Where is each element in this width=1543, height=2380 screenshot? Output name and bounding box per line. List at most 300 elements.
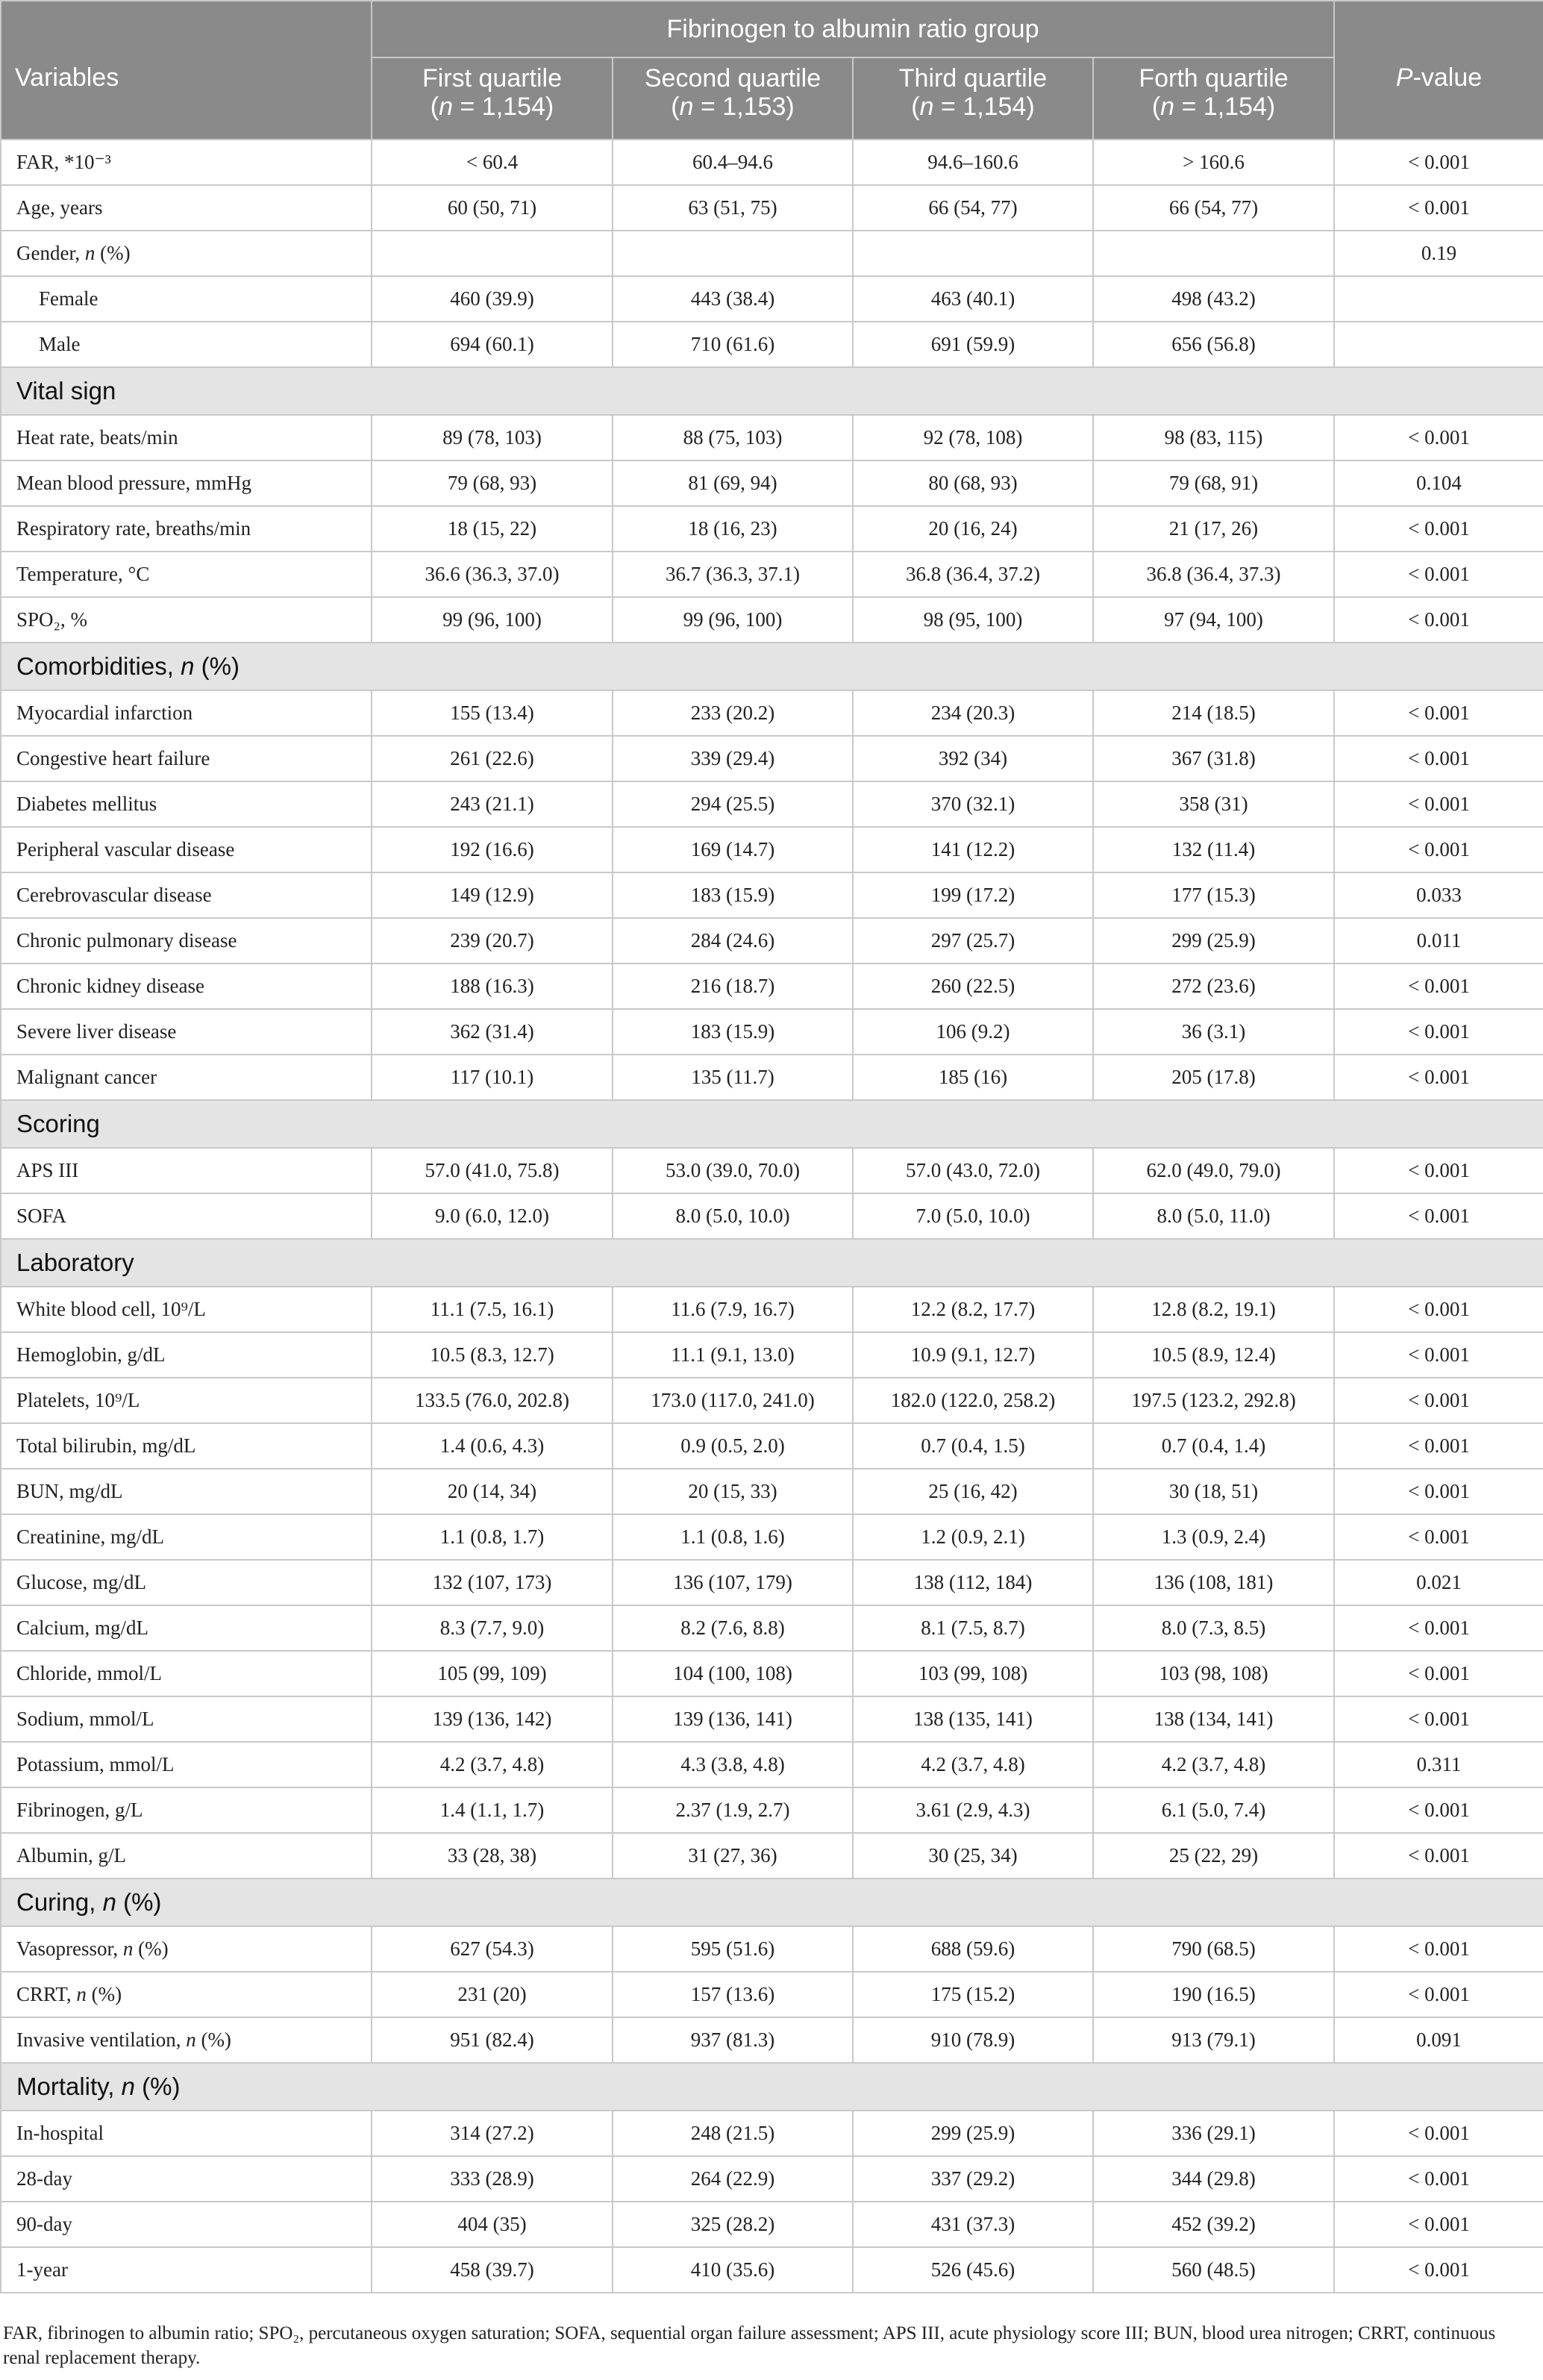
cell-quartile-4: 358 (31) bbox=[1093, 781, 1334, 827]
cell-quartile-1: 231 (20) bbox=[372, 1972, 613, 2017]
cell-quartile-4: 205 (17.8) bbox=[1093, 1055, 1334, 1100]
cell-p-value: < 0.001 bbox=[1334, 597, 1543, 643]
cell-quartile-2: 11.1 (9.1, 13.0) bbox=[613, 1332, 853, 1378]
section-label: Vital sign bbox=[1, 367, 1543, 415]
cell-quartile-4: 656 (56.8) bbox=[1093, 322, 1334, 367]
cell-p-value: < 0.001 bbox=[1334, 827, 1543, 872]
row-label: Glucose, mg/dL bbox=[1, 1560, 372, 1605]
cell-quartile-2: 81 (69, 94) bbox=[613, 460, 853, 506]
header-quartile-n: (n = 1,154) bbox=[430, 93, 554, 121]
row-label: APS III bbox=[1, 1148, 372, 1193]
cell-quartile-1: 458 (39.7) bbox=[372, 2247, 613, 2293]
cell-quartile-1: 79 (68, 93) bbox=[372, 460, 613, 506]
cell-quartile-1: 155 (13.4) bbox=[372, 690, 613, 736]
section-label: Curing, n (%) bbox=[1, 1878, 1543, 1926]
cell-quartile-3: 20 (16, 24) bbox=[853, 506, 1093, 552]
header-quartile-2 bbox=[613, 57, 853, 140]
cell-p-value: < 0.001 bbox=[1334, 1469, 1543, 1514]
cell-p-value: < 0.001 bbox=[1334, 1193, 1543, 1239]
table-row bbox=[1, 1696, 1543, 1742]
cell-quartile-1: 89 (78, 103) bbox=[372, 415, 613, 460]
cell-quartile-2: 2.37 (1.9, 2.7) bbox=[613, 1787, 853, 1833]
table-row bbox=[1, 597, 1543, 643]
cell-quartile-3: 185 (16) bbox=[853, 1055, 1093, 1100]
table-row bbox=[1, 1378, 1543, 1423]
table-row bbox=[1, 1742, 1543, 1787]
row-label: Heat rate, beats/min bbox=[1, 415, 372, 460]
header-quartile-name: Third quartile bbox=[898, 64, 1048, 93]
cell-quartile-3: 10.9 (9.1, 12.7) bbox=[853, 1332, 1093, 1378]
cell-quartile-4: 25 (22, 29) bbox=[1093, 1833, 1334, 1878]
table-row bbox=[1, 872, 1543, 918]
cell-quartile-3: 98 (95, 100) bbox=[853, 597, 1093, 643]
cell-p-value: 0.011 bbox=[1334, 918, 1543, 963]
table-row bbox=[1, 1833, 1543, 1878]
cell-quartile-1: 57.0 (41.0, 75.8) bbox=[372, 1148, 613, 1193]
row-label: Sodium, mmol/L bbox=[1, 1696, 372, 1742]
cell-quartile-3: 106 (9.2) bbox=[853, 1009, 1093, 1055]
cell-quartile-4: 344 (29.8) bbox=[1093, 2156, 1334, 2202]
cell-quartile-2: 157 (13.6) bbox=[613, 1972, 853, 2017]
cell-quartile-3: 431 (37.3) bbox=[853, 2202, 1093, 2247]
cell-quartile-4: 97 (94, 100) bbox=[1093, 597, 1334, 643]
header-quartile-3 bbox=[853, 57, 1093, 140]
row-label: Chronic kidney disease bbox=[1, 963, 372, 1009]
table-row bbox=[1, 2017, 1543, 2063]
cell-quartile-4: 132 (11.4) bbox=[1093, 827, 1334, 872]
cell-quartile-3: 57.0 (43.0, 72.0) bbox=[853, 1148, 1093, 1193]
header-quartile-name: Forth quartile bbox=[1139, 64, 1289, 93]
cell-quartile-3: 370 (32.1) bbox=[853, 781, 1093, 827]
cell-quartile-2: 937 (81.3) bbox=[613, 2017, 853, 2063]
table-row bbox=[1, 140, 1543, 185]
cell-quartile-1: 133.5 (76.0, 202.8) bbox=[372, 1378, 613, 1423]
cell-quartile-3: 92 (78, 108) bbox=[853, 415, 1093, 460]
cell-quartile-4: 452 (39.2) bbox=[1093, 2202, 1334, 2247]
cell-quartile-3: 7.0 (5.0, 10.0) bbox=[853, 1193, 1093, 1239]
cell-quartile-1: 1.4 (0.6, 4.3) bbox=[372, 1423, 613, 1469]
table-row bbox=[1, 460, 1543, 506]
row-label: Total bilirubin, mg/dL bbox=[1, 1423, 372, 1469]
section-label: Comorbidities, n (%) bbox=[1, 643, 1543, 690]
cell-quartile-3: 94.6–160.6 bbox=[853, 140, 1093, 185]
row-label: Malignant cancer bbox=[1, 1055, 372, 1100]
cell-p-value: < 0.001 bbox=[1334, 1972, 1543, 2017]
cell-p-value: < 0.001 bbox=[1334, 552, 1543, 597]
table-footnote: FAR, fibrinogen to albumin ratio; SPO₂, percutaneous oxygen saturation; SOFA, sequential organ failure assessment; APS III, acute physiology score III; BUN, blood urea nitrogen; CRRT, continuous renal replacement therapy. bbox=[3, 2323, 1496, 2368]
cell-p-value: < 0.001 bbox=[1334, 1148, 1543, 1193]
cell-quartile-2: 169 (14.7) bbox=[613, 827, 853, 872]
cell-quartile-1: 694 (60.1) bbox=[372, 322, 613, 367]
header-quartile-4 bbox=[1093, 57, 1334, 140]
cell-quartile-2: 183 (15.9) bbox=[613, 1009, 853, 1055]
cell-p-value: 0.033 bbox=[1334, 872, 1543, 918]
table-row bbox=[1, 1287, 1543, 1332]
cell-quartile-4: > 160.6 bbox=[1093, 140, 1334, 185]
cell-quartile-1: 117 (10.1) bbox=[372, 1055, 613, 1100]
cell-quartile-3: 910 (78.9) bbox=[853, 2017, 1093, 2063]
cell-p-value: 0.311 bbox=[1334, 1742, 1543, 1787]
section-row bbox=[1, 643, 1543, 690]
cell-quartile-4: 790 (68.5) bbox=[1093, 1926, 1334, 1972]
section-row bbox=[1, 367, 1543, 415]
header-quartile-1 bbox=[372, 57, 613, 140]
cell-quartile-4: 6.1 (5.0, 7.4) bbox=[1093, 1787, 1334, 1833]
cell-p-value: < 0.001 bbox=[1334, 1696, 1543, 1742]
table-row bbox=[1, 1514, 1543, 1560]
cell-p-value: 0.091 bbox=[1334, 2017, 1543, 2063]
cell-quartile-1: 105 (99, 109) bbox=[372, 1651, 613, 1696]
cell-p-value: < 0.001 bbox=[1334, 415, 1543, 460]
cell-quartile-1: 99 (96, 100) bbox=[372, 597, 613, 643]
header-quartile-n: (n = 1,154) bbox=[911, 93, 1035, 121]
cell-quartile-4: 498 (43.2) bbox=[1093, 276, 1334, 322]
cell-quartile-1 bbox=[372, 231, 613, 276]
cell-p-value bbox=[1334, 276, 1543, 322]
cell-quartile-4: 103 (98, 108) bbox=[1093, 1651, 1334, 1696]
cell-p-value: < 0.001 bbox=[1334, 1423, 1543, 1469]
cell-quartile-2: 139 (136, 141) bbox=[613, 1696, 853, 1742]
cell-quartile-2: 136 (107, 179) bbox=[613, 1560, 853, 1605]
row-label: Chloride, mmol/L bbox=[1, 1651, 372, 1696]
cell-quartile-1: 33 (28, 38) bbox=[372, 1833, 613, 1878]
table-row bbox=[1, 1787, 1543, 1833]
cell-p-value: < 0.001 bbox=[1334, 1009, 1543, 1055]
table-row bbox=[1, 1926, 1543, 1972]
section-row bbox=[1, 1100, 1543, 1148]
row-label: Female bbox=[1, 276, 372, 322]
cell-quartile-4: 336 (29.1) bbox=[1093, 2111, 1334, 2156]
cell-quartile-2: 410 (35.6) bbox=[613, 2247, 853, 2293]
cell-p-value: < 0.001 bbox=[1334, 690, 1543, 736]
table-row bbox=[1, 322, 1543, 367]
cell-quartile-3: 297 (25.7) bbox=[853, 918, 1093, 963]
cell-quartile-3: 103 (99, 108) bbox=[853, 1651, 1093, 1696]
row-label: Temperature, °C bbox=[1, 552, 372, 597]
cell-quartile-3: 0.7 (0.4, 1.5) bbox=[853, 1423, 1093, 1469]
cell-quartile-2: 31 (27, 36) bbox=[613, 1833, 853, 1878]
cell-quartile-4: 36.8 (36.4, 37.3) bbox=[1093, 552, 1334, 597]
cell-quartile-4: 98 (83, 115) bbox=[1093, 415, 1334, 460]
cell-quartile-3: 260 (22.5) bbox=[853, 963, 1093, 1009]
cell-quartile-1: 188 (16.3) bbox=[372, 963, 613, 1009]
cell-p-value: < 0.001 bbox=[1334, 185, 1543, 231]
header-quartile-n: (n = 1,154) bbox=[1151, 93, 1276, 121]
table-row bbox=[1, 185, 1543, 231]
cell-quartile-2: 248 (21.5) bbox=[613, 2111, 853, 2156]
cell-p-value: 0.19 bbox=[1334, 231, 1543, 276]
cell-quartile-2: 63 (51, 75) bbox=[613, 185, 853, 231]
cell-quartile-4: 913 (79.1) bbox=[1093, 2017, 1334, 2063]
cell-quartile-2: 284 (24.6) bbox=[613, 918, 853, 963]
row-label: Myocardial infarction bbox=[1, 690, 372, 736]
cell-p-value: < 0.001 bbox=[1334, 506, 1543, 552]
table-row bbox=[1, 918, 1543, 963]
row-label: Chronic pulmonary disease bbox=[1, 918, 372, 963]
cell-quartile-3: 8.1 (7.5, 8.7) bbox=[853, 1605, 1093, 1651]
row-label: SPO₂, % bbox=[1, 597, 372, 643]
cell-p-value bbox=[1334, 322, 1543, 367]
row-label: Mean blood pressure, mmHg bbox=[1, 460, 372, 506]
cell-quartile-2: 18 (16, 23) bbox=[613, 506, 853, 552]
table-row bbox=[1, 2202, 1543, 2247]
cell-p-value: < 0.001 bbox=[1334, 1378, 1543, 1423]
cell-quartile-1: 20 (14, 34) bbox=[372, 1469, 613, 1514]
cell-quartile-3: 182.0 (122.0, 258.2) bbox=[853, 1378, 1093, 1423]
cell-quartile-1: 333 (28.9) bbox=[372, 2156, 613, 2202]
cell-quartile-2: 36.7 (36.3, 37.1) bbox=[613, 552, 853, 597]
cell-quartile-4 bbox=[1093, 231, 1334, 276]
cell-quartile-3: 3.61 (2.9, 4.3) bbox=[853, 1787, 1093, 1833]
cell-quartile-4: 8.0 (7.3, 8.5) bbox=[1093, 1605, 1334, 1651]
cell-quartile-3: 36.8 (36.4, 37.2) bbox=[853, 552, 1093, 597]
cell-quartile-2: 11.6 (7.9, 16.7) bbox=[613, 1287, 853, 1332]
row-label: 90-day bbox=[1, 2202, 372, 2247]
cell-p-value: < 0.001 bbox=[1334, 1514, 1543, 1560]
cell-quartile-3: 463 (40.1) bbox=[853, 276, 1093, 322]
cell-p-value: < 0.001 bbox=[1334, 1055, 1543, 1100]
table-row bbox=[1, 552, 1543, 597]
cell-quartile-1: 11.1 (7.5, 16.1) bbox=[372, 1287, 613, 1332]
cell-p-value: < 0.001 bbox=[1334, 2247, 1543, 2293]
cell-quartile-3: 12.2 (8.2, 17.7) bbox=[853, 1287, 1093, 1332]
header-variables: Variables bbox=[1, 1, 372, 140]
cell-quartile-4: 197.5 (123.2, 292.8) bbox=[1093, 1378, 1334, 1423]
row-label: Respiratory rate, breaths/min bbox=[1, 506, 372, 552]
cell-p-value: < 0.001 bbox=[1334, 2156, 1543, 2202]
header-quartile-name: First quartile bbox=[422, 64, 563, 93]
cell-quartile-1: 60 (50, 71) bbox=[372, 185, 613, 231]
cell-quartile-1: 951 (82.4) bbox=[372, 2017, 613, 2063]
table-row bbox=[1, 1423, 1543, 1469]
header-quartile-name: Second quartile bbox=[644, 64, 821, 93]
cell-quartile-3: 30 (25, 34) bbox=[853, 1833, 1093, 1878]
table-row bbox=[1, 506, 1543, 552]
row-label: Age, years bbox=[1, 185, 372, 231]
row-label: Severe liver disease bbox=[1, 1009, 372, 1055]
cell-p-value: < 0.001 bbox=[1334, 736, 1543, 781]
cell-quartile-1: 10.5 (8.3, 12.7) bbox=[372, 1332, 613, 1378]
cell-quartile-2: 20 (15, 33) bbox=[613, 1469, 853, 1514]
cell-quartile-3 bbox=[853, 231, 1093, 276]
cell-p-value: < 0.001 bbox=[1334, 1833, 1543, 1878]
cell-quartile-2: 294 (25.5) bbox=[613, 781, 853, 827]
cell-quartile-4: 30 (18, 51) bbox=[1093, 1469, 1334, 1514]
row-label: In-hospital bbox=[1, 2111, 372, 2156]
cell-p-value: < 0.001 bbox=[1334, 140, 1543, 185]
cell-quartile-1: 261 (22.6) bbox=[372, 736, 613, 781]
section-label: Laboratory bbox=[1, 1239, 1543, 1287]
row-label: 28-day bbox=[1, 2156, 372, 2202]
cell-quartile-1: 1.4 (1.1, 1.7) bbox=[372, 1787, 613, 1833]
section-label: Mortality, n (%) bbox=[1, 2063, 1543, 2111]
cell-quartile-1: 404 (35) bbox=[372, 2202, 613, 2247]
cell-quartile-1: 9.0 (6.0, 12.0) bbox=[372, 1193, 613, 1239]
row-label: Creatinine, mg/dL bbox=[1, 1514, 372, 1560]
cell-quartile-4: 10.5 (8.9, 12.4) bbox=[1093, 1332, 1334, 1378]
cell-quartile-2: 8.0 (5.0, 10.0) bbox=[613, 1193, 853, 1239]
table-row bbox=[1, 1193, 1543, 1239]
table-row bbox=[1, 1009, 1543, 1055]
cell-quartile-1: 139 (136, 142) bbox=[372, 1696, 613, 1742]
table-row bbox=[1, 415, 1543, 460]
cell-quartile-3: 688 (59.6) bbox=[853, 1926, 1093, 1972]
row-label: Congestive heart failure bbox=[1, 736, 372, 781]
row-label: CRRT, n (%) bbox=[1, 1972, 372, 2017]
row-label: Vasopressor, n (%) bbox=[1, 1926, 372, 1972]
cell-quartile-2: 88 (75, 103) bbox=[613, 415, 853, 460]
row-label: Diabetes mellitus bbox=[1, 781, 372, 827]
cell-quartile-4: 190 (16.5) bbox=[1093, 1972, 1334, 2017]
cell-quartile-4: 12.8 (8.2, 19.1) bbox=[1093, 1287, 1334, 1332]
cell-quartile-1: 243 (21.1) bbox=[372, 781, 613, 827]
cell-quartile-1: 1.1 (0.8, 1.7) bbox=[372, 1514, 613, 1560]
cell-quartile-1: 314 (27.2) bbox=[372, 2111, 613, 2156]
cell-quartile-4: 21 (17, 26) bbox=[1093, 506, 1334, 552]
row-label: Invasive ventilation, n (%) bbox=[1, 2017, 372, 2063]
cell-quartile-3: 4.2 (3.7, 4.8) bbox=[853, 1742, 1093, 1787]
cell-quartile-4: 62.0 (49.0, 79.0) bbox=[1093, 1148, 1334, 1193]
cell-quartile-4: 367 (31.8) bbox=[1093, 736, 1334, 781]
cell-quartile-3: 175 (15.2) bbox=[853, 1972, 1093, 2017]
cell-quartile-2: 99 (96, 100) bbox=[613, 597, 853, 643]
cell-p-value: 0.021 bbox=[1334, 1560, 1543, 1605]
cell-quartile-2: 135 (11.7) bbox=[613, 1055, 853, 1100]
row-label: Gender, n (%) bbox=[1, 231, 372, 276]
cell-quartile-4: 0.7 (0.4, 1.4) bbox=[1093, 1423, 1334, 1469]
cell-quartile-2: 0.9 (0.5, 2.0) bbox=[613, 1423, 853, 1469]
cell-quartile-2: 53.0 (39.0, 70.0) bbox=[613, 1148, 853, 1193]
table-row bbox=[1, 1605, 1543, 1651]
table-row bbox=[1, 1332, 1543, 1378]
cell-quartile-4: 1.3 (0.9, 2.4) bbox=[1093, 1514, 1334, 1560]
cell-quartile-2: 710 (61.6) bbox=[613, 322, 853, 367]
row-label: SOFA bbox=[1, 1193, 372, 1239]
table-row bbox=[1, 736, 1543, 781]
row-label: Male bbox=[1, 322, 372, 367]
cell-quartile-1: 4.2 (3.7, 4.8) bbox=[372, 1742, 613, 1787]
header-group-title: Fibrinogen to albumin ratio group bbox=[372, 1, 1334, 57]
cell-p-value: < 0.001 bbox=[1334, 2111, 1543, 2156]
row-label: Potassium, mmol/L bbox=[1, 1742, 372, 1787]
cell-quartile-4: 138 (134, 141) bbox=[1093, 1696, 1334, 1742]
cell-quartile-2: 173.0 (117.0, 241.0) bbox=[613, 1378, 853, 1423]
cell-quartile-4: 299 (25.9) bbox=[1093, 918, 1334, 963]
cell-p-value: < 0.001 bbox=[1334, 1926, 1543, 1972]
cell-quartile-1: 149 (12.9) bbox=[372, 872, 613, 918]
cell-quartile-2: 216 (18.7) bbox=[613, 963, 853, 1009]
cell-p-value: < 0.001 bbox=[1334, 1787, 1543, 1833]
row-label: FAR, *10⁻³ bbox=[1, 140, 372, 185]
cell-quartile-3: 25 (16, 42) bbox=[853, 1469, 1093, 1514]
cell-quartile-1: 132 (107, 173) bbox=[372, 1560, 613, 1605]
cell-quartile-4: 272 (23.6) bbox=[1093, 963, 1334, 1009]
cell-p-value: < 0.001 bbox=[1334, 1287, 1543, 1332]
cell-quartile-3: 299 (25.9) bbox=[853, 2111, 1093, 2156]
cell-quartile-4: 66 (54, 77) bbox=[1093, 185, 1334, 231]
cell-quartile-4: 4.2 (3.7, 4.8) bbox=[1093, 1742, 1334, 1787]
table-row bbox=[1, 1972, 1543, 2017]
cell-quartile-1: 460 (39.9) bbox=[372, 276, 613, 322]
cell-quartile-3: 199 (17.2) bbox=[853, 872, 1093, 918]
cell-p-value: 0.104 bbox=[1334, 460, 1543, 506]
table-row bbox=[1, 2156, 1543, 2202]
header-p-value: P-value bbox=[1334, 1, 1543, 140]
table-row bbox=[1, 781, 1543, 827]
cell-quartile-3: 1.2 (0.9, 2.1) bbox=[853, 1514, 1093, 1560]
cell-quartile-4: 177 (15.3) bbox=[1093, 872, 1334, 918]
section-row bbox=[1, 1239, 1543, 1287]
cell-quartile-4: 79 (68, 91) bbox=[1093, 460, 1334, 506]
cell-quartile-2: 183 (15.9) bbox=[613, 872, 853, 918]
cell-quartile-4: 214 (18.5) bbox=[1093, 690, 1334, 736]
cell-quartile-2: 233 (20.2) bbox=[613, 690, 853, 736]
cell-p-value: < 0.001 bbox=[1334, 1332, 1543, 1378]
cell-quartile-3: 691 (59.9) bbox=[853, 322, 1093, 367]
cell-quartile-3: 392 (34) bbox=[853, 736, 1093, 781]
cell-quartile-4: 560 (48.5) bbox=[1093, 2247, 1334, 2293]
cell-p-value: < 0.001 bbox=[1334, 963, 1543, 1009]
row-label: Cerebrovascular disease bbox=[1, 872, 372, 918]
cell-quartile-1: 36.6 (36.3, 37.0) bbox=[372, 552, 613, 597]
cell-p-value: < 0.001 bbox=[1334, 1651, 1543, 1696]
row-label: Calcium, mg/dL bbox=[1, 1605, 372, 1651]
table-row bbox=[1, 1469, 1543, 1514]
table-row bbox=[1, 1055, 1543, 1100]
cell-quartile-2: 264 (22.9) bbox=[613, 2156, 853, 2202]
header-quartile-n: (n = 1,153) bbox=[671, 93, 795, 121]
row-label: Platelets, 10⁹/L bbox=[1, 1378, 372, 1423]
cell-quartile-4: 8.0 (5.0, 11.0) bbox=[1093, 1193, 1334, 1239]
section-row bbox=[1, 2063, 1543, 2111]
cell-quartile-3: 138 (135, 141) bbox=[853, 1696, 1093, 1742]
cell-quartile-2: 443 (38.4) bbox=[613, 276, 853, 322]
cell-quartile-3: 526 (45.6) bbox=[853, 2247, 1093, 2293]
row-label: Peripheral vascular disease bbox=[1, 827, 372, 872]
cell-quartile-2: 4.3 (3.8, 4.8) bbox=[613, 1742, 853, 1787]
cell-quartile-1: 239 (20.7) bbox=[372, 918, 613, 963]
table-row bbox=[1, 963, 1543, 1009]
row-label: BUN, mg/dL bbox=[1, 1469, 372, 1514]
cell-quartile-4: 36 (3.1) bbox=[1093, 1009, 1334, 1055]
cell-quartile-2: 595 (51.6) bbox=[613, 1926, 853, 1972]
table-row bbox=[1, 276, 1543, 322]
table-row bbox=[1, 231, 1543, 276]
section-label: Scoring bbox=[1, 1100, 1543, 1148]
cell-quartile-1: 18 (15, 22) bbox=[372, 506, 613, 552]
table-header bbox=[1, 1, 1543, 140]
cell-quartile-4: 136 (108, 181) bbox=[1093, 1560, 1334, 1605]
table-row bbox=[1, 690, 1543, 736]
cell-quartile-2: 1.1 (0.8, 1.6) bbox=[613, 1514, 853, 1560]
cell-quartile-3: 337 (29.2) bbox=[853, 2156, 1093, 2202]
cell-quartile-3: 141 (12.2) bbox=[853, 827, 1093, 872]
cell-quartile-3: 80 (68, 93) bbox=[853, 460, 1093, 506]
cell-p-value: < 0.001 bbox=[1334, 1605, 1543, 1651]
cell-quartile-1: 362 (31.4) bbox=[372, 1009, 613, 1055]
cell-quartile-2: 104 (100, 108) bbox=[613, 1651, 853, 1696]
table-row bbox=[1, 1148, 1543, 1193]
table-row bbox=[1, 2247, 1543, 2293]
cell-p-value: < 0.001 bbox=[1334, 2202, 1543, 2247]
section-row bbox=[1, 1878, 1543, 1926]
table-body bbox=[1, 140, 1543, 2293]
table-row bbox=[1, 827, 1543, 872]
cell-quartile-1: 192 (16.6) bbox=[372, 827, 613, 872]
cell-quartile-3: 234 (20.3) bbox=[853, 690, 1093, 736]
cell-quartile-3: 66 (54, 77) bbox=[853, 185, 1093, 231]
cell-quartile-2: 60.4–94.6 bbox=[613, 140, 853, 185]
